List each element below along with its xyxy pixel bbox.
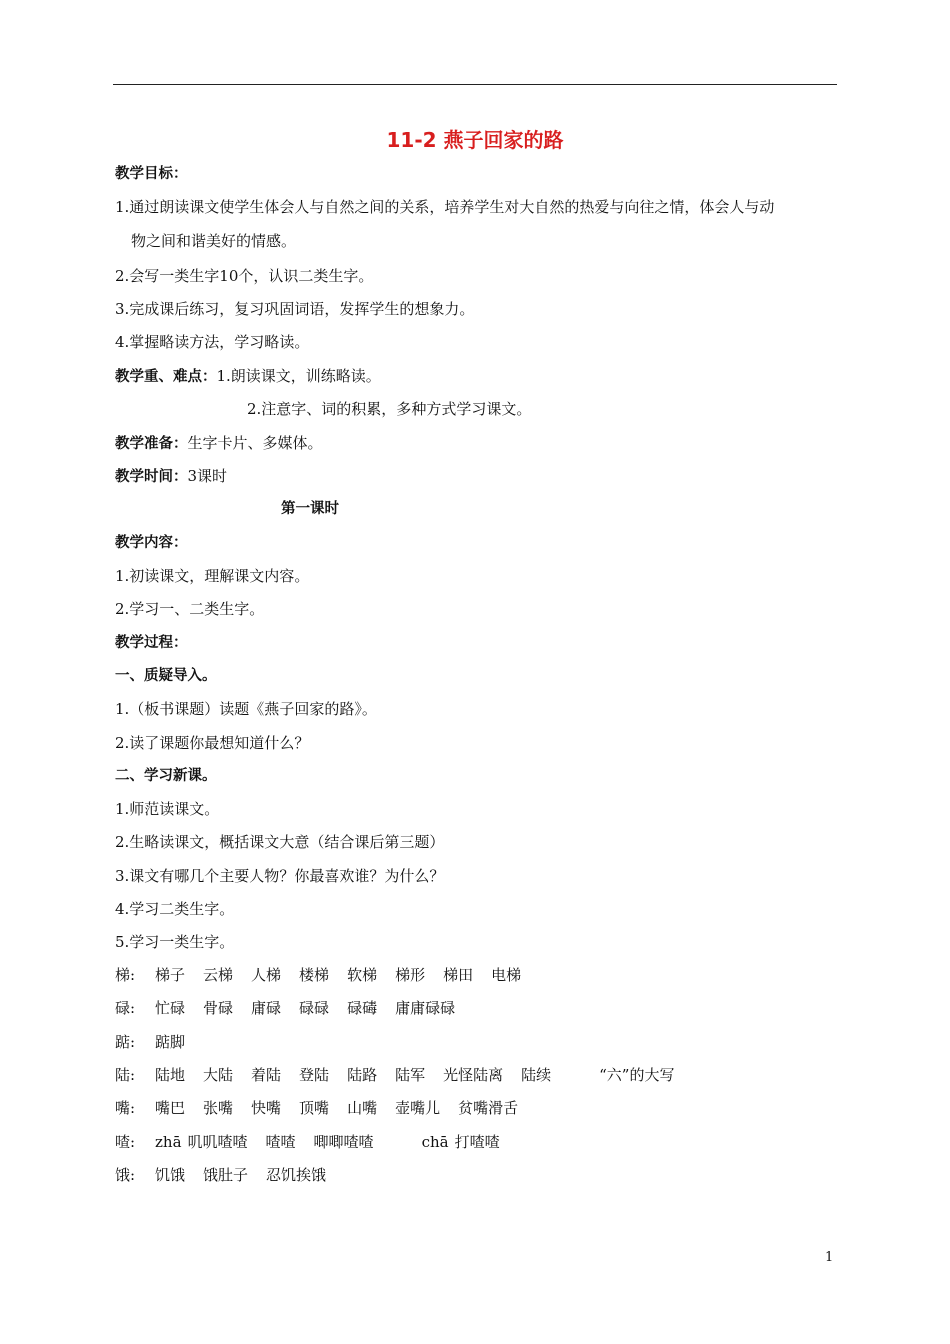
prep-text: 生字卡片、多媒体。 (187, 434, 323, 452)
time-text: 3课时 (187, 467, 228, 485)
prep-row (115, 433, 323, 454)
char-row (115, 1098, 536, 1118)
process-heading: 教学过程： (115, 635, 188, 651)
page-title: 11-2 燕子回家的路 (386, 128, 564, 152)
pinyin: chā (421, 1133, 449, 1151)
goals-heading: 教学目标： (115, 166, 188, 182)
word: 打喳喳 (454, 1133, 500, 1151)
char-head: 饿: (115, 1166, 136, 1184)
word: 电梯 (491, 966, 522, 984)
word: 嘴巴 (155, 1099, 186, 1117)
word: 顶嘴 (299, 1099, 330, 1117)
word: 光怪陆离 (443, 1066, 504, 1084)
page-number: 1 (825, 1250, 834, 1265)
lesson-heading: 第一课时 (281, 501, 339, 517)
prep-heading: 教学准备： (115, 436, 188, 452)
word: 大陆 (203, 1066, 234, 1084)
section-item: 4.学习二类生字。 (115, 900, 235, 918)
key-point: 1.朗读课文，训练略读。 (216, 367, 381, 385)
section-item: 3.课文有哪几个主要人物？你最喜欢谁？为什么？ (115, 867, 445, 885)
note: “六”的大写 (599, 1066, 675, 1084)
content-heading: 教学内容： (115, 535, 188, 551)
word: 梯子 (155, 966, 186, 984)
word: 忙碌 (155, 999, 186, 1017)
word: 陆路 (347, 1066, 378, 1084)
goal-line: 1.通过朗读课文使学生体会人与自然之间的关系，培养学生对大自然的热爱与向往之情，体会人与动 (115, 198, 775, 216)
word: 山嘴 (347, 1099, 378, 1117)
section-item: 2.生略读课文，概括课文大意（结合课后第三题） (115, 833, 445, 851)
goal-line: 2.会写一类生字10个，认识二类生字。 (115, 267, 374, 285)
section-item: 1.师范读课文。 (115, 800, 220, 818)
content-line: 1.初读课文，理解课文内容。 (115, 567, 310, 585)
word: 叽叽喳喳 (187, 1133, 248, 1151)
goal-line: 物之间和谐美好的情感。 (131, 232, 297, 250)
word: 登陆 (299, 1066, 330, 1084)
char-row (115, 965, 539, 985)
section-item: 2.读了课题你最想知道什么？ (115, 734, 310, 752)
word: 楼梯 (299, 966, 330, 984)
word: 庸碌 (251, 999, 282, 1017)
char-head: 梯: (115, 966, 136, 984)
key-point: 2.注意字、词的积累，多种方式学习课文。 (247, 400, 532, 418)
char-head: 碌: (115, 999, 136, 1017)
char-row (115, 1132, 518, 1152)
word: 陆军 (395, 1066, 426, 1084)
char-head: 喳: (115, 1133, 136, 1151)
goal-line: 3.完成课后练习，复习巩固词语，发挥学生的想象力。 (115, 300, 475, 318)
word: 碌碌 (299, 999, 330, 1017)
word: 庸庸碌碌 (395, 999, 456, 1017)
char-row (115, 1032, 203, 1052)
word: 软梯 (347, 966, 378, 984)
word: 人梯 (251, 966, 282, 984)
section-heading: 二、学习新课。 (115, 768, 217, 784)
word: 贫嘴滑舌 (458, 1099, 519, 1117)
pinyin: zhā (155, 1133, 182, 1151)
time-row (115, 466, 227, 487)
section-item: 1.（板书课题）读题《燕子回家的路》。 (115, 700, 377, 718)
word: 梯形 (395, 966, 426, 984)
word: 梯田 (443, 966, 474, 984)
char-head: 嘴: (115, 1099, 136, 1117)
section-item: 5.学习一类生字。 (115, 933, 235, 951)
word: 着陆 (251, 1066, 282, 1084)
char-head: 踮: (115, 1033, 136, 1051)
word: 饥饿 (155, 1166, 186, 1184)
key-points-row (115, 366, 381, 387)
word: 陆地 (155, 1066, 186, 1084)
word: 唧唧喳喳 (313, 1133, 374, 1151)
word: 踮脚 (155, 1033, 186, 1051)
char-head: 陆: (115, 1066, 136, 1084)
content-line: 2.学习一、二类生字。 (115, 600, 265, 618)
goal-line: 4.掌握略读方法，学习略读。 (115, 333, 310, 351)
word: 快嘴 (251, 1099, 282, 1117)
word: 喳喳 (265, 1133, 296, 1151)
word: 张嘴 (203, 1099, 234, 1117)
word: 忍饥挨饿 (266, 1166, 327, 1184)
word: 饿肚子 (203, 1166, 249, 1184)
char-row (115, 1165, 344, 1185)
word: 碌碡 (347, 999, 378, 1017)
char-row (115, 1065, 674, 1085)
time-heading: 教学时间： (115, 469, 188, 485)
key-points-heading: 教学重、难点： (115, 369, 217, 385)
word: 陆续 (521, 1066, 552, 1084)
word: 骨碌 (203, 999, 234, 1017)
char-row (115, 998, 473, 1018)
header-rule (113, 84, 837, 85)
word: 壶嘴儿 (395, 1099, 441, 1117)
word: 云梯 (203, 966, 234, 984)
section-heading: 一、质疑导入。 (115, 668, 217, 684)
